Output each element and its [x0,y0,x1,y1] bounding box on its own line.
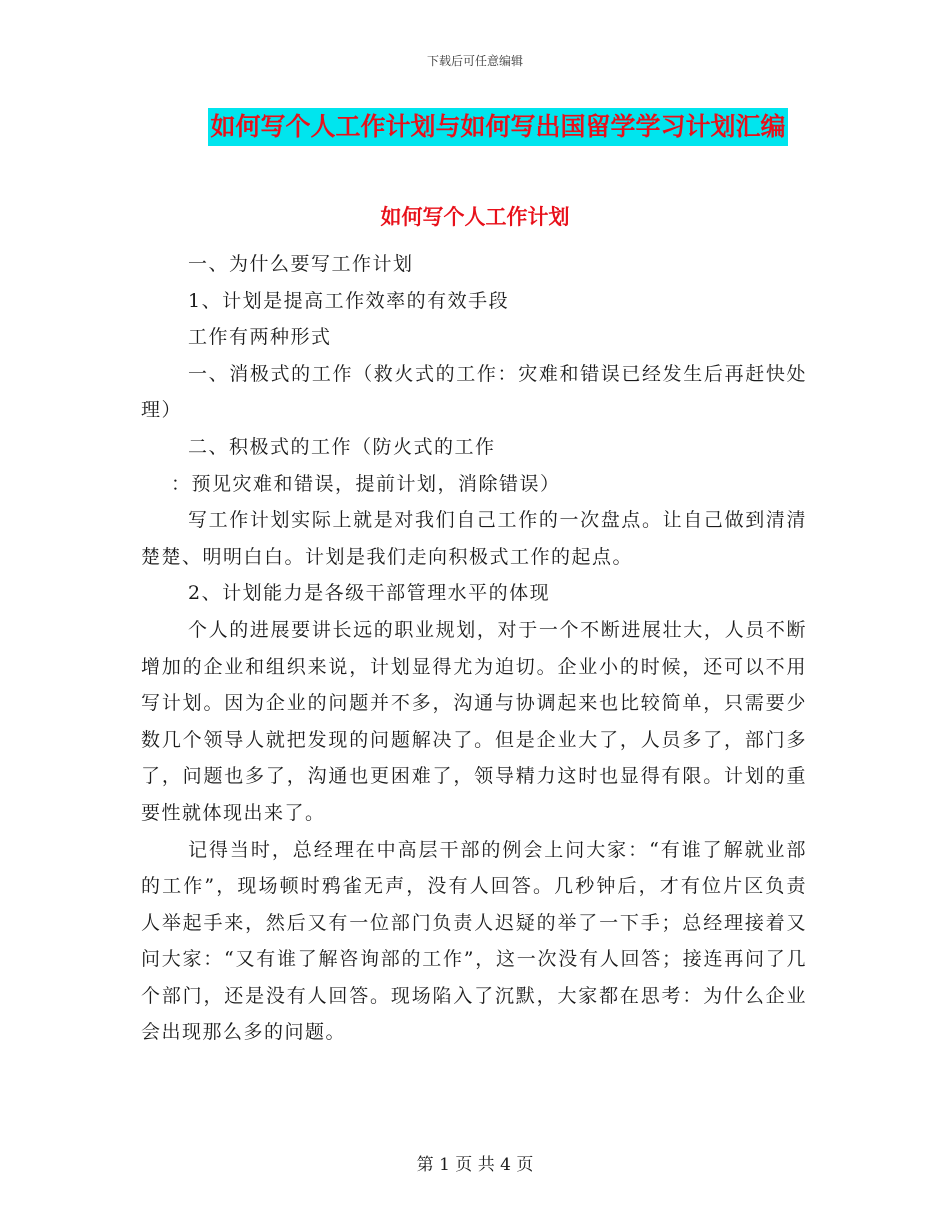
main-title-wrap [0,108,950,146]
document-body [141,246,807,1051]
paragraph-active-work-cont: ：预见灾难和错误，提前计划，消除错误） [171,472,561,495]
paragraph-active-work: 二、积极式的工作（防火式的工作 [188,435,496,458]
document-title: 如何写个人工作计划与如何写出国留学学习计划汇编 [208,108,787,146]
subheading-management: 2、计划能力是各级干部管理水平的体现 [188,582,551,605]
paragraph-passive-work: 一、消极式的工作（救火式的工作：灾难和错误已经发生后再赶快处理） [141,362,807,422]
paragraph-inventory: 写工作计划实际上就是对我们自己工作的一次盘点。让自己做到清清楚楚、明明白白。计划是我们走向积极式工作的起点。 [141,509,807,568]
section-title: 如何写个人工作计划 [380,205,570,229]
subheading-efficiency: 1、计划是提高工作效率的有效手段 [188,289,510,312]
page-header: 下载后可任意编辑 [426,54,523,68]
paragraph-two-forms: 工作有两种形式 [188,326,332,349]
page-footer: 第 1 页 共 4 页 [416,1155,534,1175]
paragraph-meeting-story: 记得当时，总经理在中高层干部的例会上问大家：“有谁了解就业部的工作”，现场顿时鸦雀无声，没有人回答。几秒钟后，才有位片区负责人举起手来，然后又有一位部门负责人迟疑的举了一下手；总经理接着又问大家：“又有谁了解咨询部的工作”，这一次没有人回答；接连再问了几个部门，还是没有人回答。现场陷入了沉默，大家都在思考：为什么企业会出现那么多的问题。 [141,838,807,1044]
paragraph-growth: 个人的进展要讲长远的职业规划，对于一个不断进展壮大，人员不断增加的企业和组织来说，计划显得尤为迫切。企业小的时候，还可以不用写计划。因为企业的问题并不多，沟通与协调起来也比较简单，只需要少数几个领导人就把发现的问题解决了。但是企业大了，人员多了，部门多了，问题也多了，沟通也更困难了，领导精力这时也显得有限。计划的重要性就体现出来了。 [141,618,807,824]
heading-why-plan: 一、为什么要写工作计划 [188,253,414,275]
